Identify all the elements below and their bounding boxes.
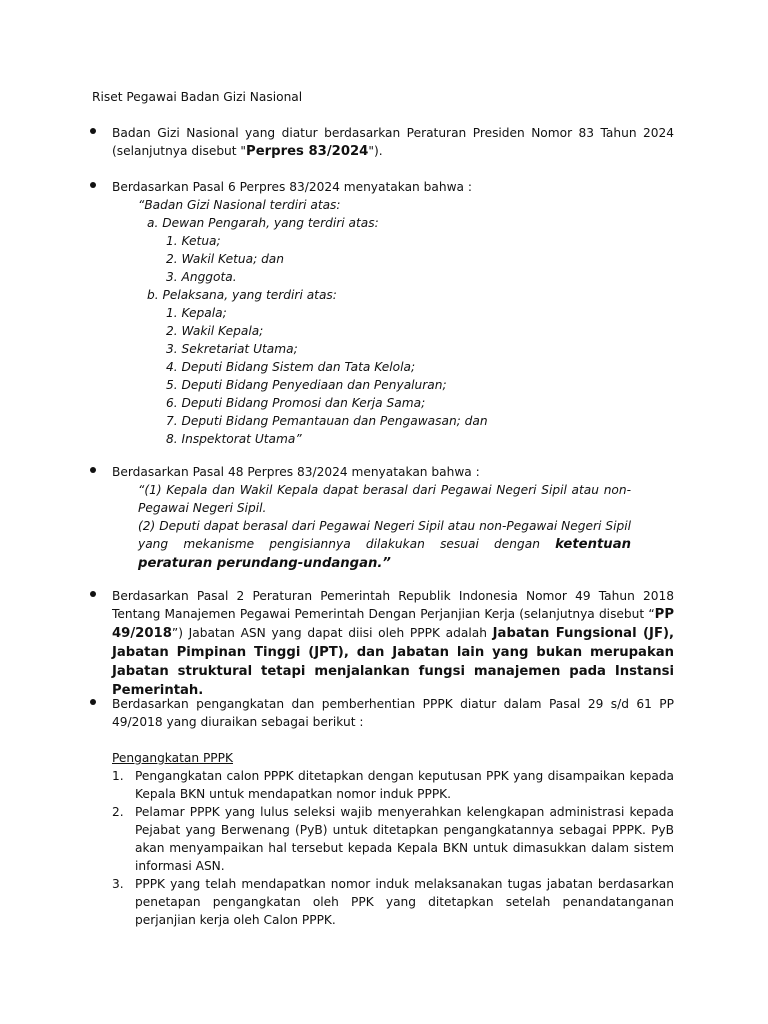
paragraph-text: Berdasarkan Pasal 2 Peraturan Pemerintah Republik Indonesia Nomor 49 Tahun 2018 Tentang Manajemen Pegawai Pemerintah Dengan Perjanjian Kerja (selanjutnya disebut “ [112, 589, 674, 621]
quote-line: 3. Anggota. [166, 270, 237, 284]
quote-line: 1. Kepala; [166, 306, 227, 320]
list-item: Pengangkatan calon PPPK ditetapkan dengan keputusan PPK yang disampaikan kepada Kepala BKN untuk mendapatkan nomor induk PPPK. [135, 769, 674, 801]
section-heading: Pengangkatan PPPK [112, 751, 233, 765]
quote-line: 7. Deputi Bidang Pemantauan dan Pengawasan; dan [166, 414, 488, 428]
quote-line: 2. Wakil Ketua; dan [166, 252, 284, 266]
paragraph-text: Badan Gizi Nasional yang diatur berdasarkan Peraturan Presiden Nomor 83 Tahun 2024 (selanjutnya disebut " [112, 126, 674, 158]
list-item: PPPK yang telah mendapatkan nomor induk melaksanakan tugas jabatan berdasarkan penetapan pengangkatan oleh PPK yang ditetapkan setelah penandatanganan perjanjian kerja oleh Calon PPPK. [135, 877, 674, 927]
quote-line: “Badan Gizi Nasional terdiri atas: [138, 198, 341, 212]
paragraph-perpres [112, 124, 674, 161]
bullet-icon [90, 591, 96, 597]
paragraph-pasal6-intro: Berdasarkan Pasal 6 Perpres 83/2024 menyatakan bahwa : [112, 180, 472, 194]
paragraph-text: ”) Jabatan ASN yang dapat diisi oleh PPPK adalah [171, 626, 493, 640]
quote-line: 8. Inspektorat Utama” [166, 432, 302, 446]
quote-text: (2) Deputi dapat berasal dari Pegawai Negeri Sipil atau non-Pegawai Negeri Sipil yang mekanisme pengisiannya dilakukan sesuai dengan [138, 519, 631, 551]
paragraph-pasal48-intro: Berdasarkan Pasal 48 Perpres 83/2024 menyatakan bahwa : [112, 465, 480, 479]
bold-text: ketentuan peraturan perundang-undangan.” [138, 537, 631, 571]
paragraph-pp49 [112, 587, 674, 700]
document-title: Riset Pegawai Badan Gizi Nasional [92, 90, 303, 104]
quote-line: 2. Wakil Kepala; [166, 324, 264, 338]
list-number: 1. [112, 769, 124, 783]
quote-line: 1. Ketua; [166, 234, 221, 248]
bullet-icon [90, 467, 96, 473]
quote-line: 5. Deputi Bidang Penyediaan dan Penyaluran; [166, 378, 447, 392]
bold-text: Perpres 83/2024 [246, 144, 369, 159]
quote-line: a. Dewan Pengarah, yang terdiri atas: [147, 216, 379, 230]
bullet-icon [90, 699, 96, 705]
bold-text: Jabatan Fungsional (JF), Jabatan Pimpinan Tinggi (JPT), dan Jabatan lain yang bukan merupakan Jabatan struktural tetapi menjalankan fungsi manajemen pada Instansi Pemerintah. [112, 626, 675, 698]
list-number: 3. [112, 877, 124, 891]
bullet-icon [90, 128, 96, 134]
list-item: Pelamar PPPK yang lulus seleksi wajib menyerahkan kelengkapan administrasi kepada Pejabat yang Berwenang (PyB) untuk ditetapkan pengangkatannya sebagai PPPK. PyB akan menyampaikan hal tersebut kepada Kepala BKN untuk dimasukkan dalam sistem informasi ASN. [135, 805, 674, 873]
bullet-icon [90, 182, 96, 188]
quote-line: b. Pelaksana, yang terdiri atas: [147, 288, 337, 302]
bold-text: PP 49/2018 [112, 607, 674, 641]
quote-line: 4. Deputi Bidang Sistem dan Tata Kelola; [166, 360, 416, 374]
list-number: 2. [112, 805, 124, 819]
paragraph-pengangkatan-intro: Berdasarkan pengangkatan dan pemberhentian PPPK diatur dalam Pasal 29 s/d 61 PP 49/2018 yang diuraikan sebagai berikut : [112, 697, 674, 729]
quote-line: 3. Sekretariat Utama; [166, 342, 298, 356]
paragraph-text: "). [368, 144, 383, 158]
quote-paragraph-1: “(1) Kepala dan Wakil Kepala dapat berasal dari Pegawai Negeri Sipil atau non-Pegawai Negeri Sipil. [138, 483, 631, 515]
quote-paragraph-2 [138, 517, 631, 573]
quote-line: 6. Deputi Bidang Promosi dan Kerja Sama; [166, 396, 426, 410]
